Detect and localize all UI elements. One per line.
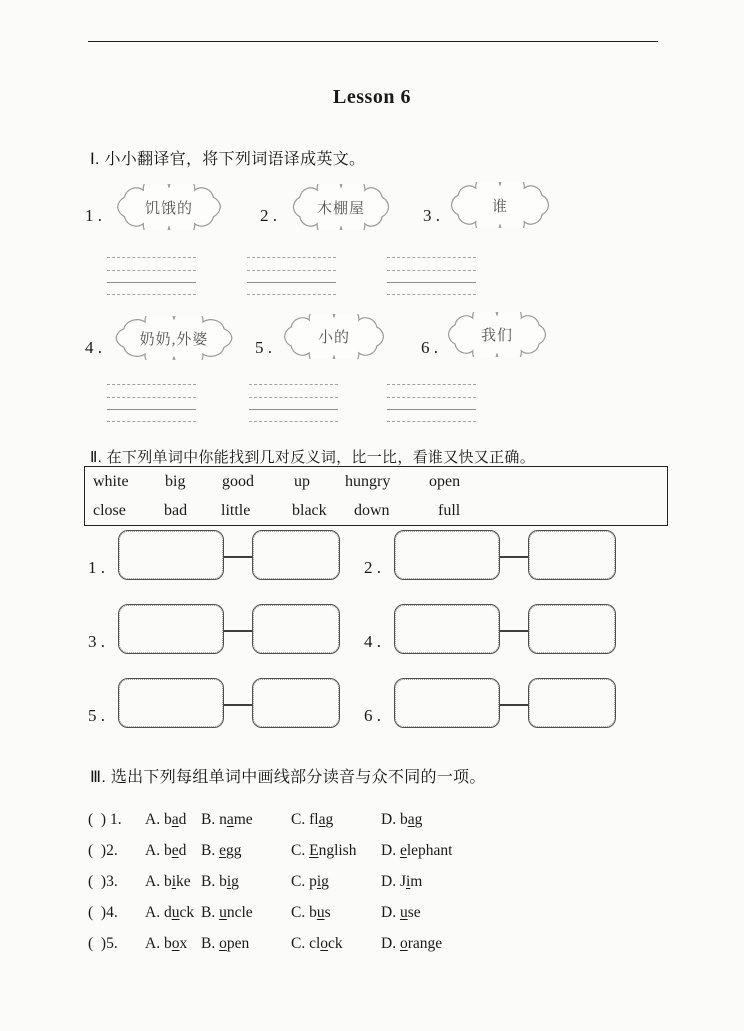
option-b: B. open <box>201 935 250 952</box>
bank-word: bad <box>164 502 188 519</box>
bank-word: good <box>222 473 254 490</box>
writing-lines <box>387 257 476 295</box>
option-a: A. bad <box>145 811 187 828</box>
writing-lines <box>107 257 196 295</box>
cloud-bubble <box>112 316 236 360</box>
cloud-bubble <box>281 314 387 359</box>
option-a: A. box <box>145 935 188 952</box>
pair-row <box>88 604 616 654</box>
top-rule <box>88 41 658 42</box>
bank-word: little <box>221 502 251 519</box>
question-row-3 <box>88 873 422 891</box>
answer-parentheses: ( ) 1. <box>88 811 126 828</box>
bank-word: open <box>429 473 461 490</box>
cloud-word: 奶奶,外婆 <box>139 331 209 348</box>
pair-number: 6 . <box>364 706 381 725</box>
answer-box <box>252 678 340 728</box>
answer-box <box>528 530 616 580</box>
bank-word: up <box>294 473 310 490</box>
word-bank-box <box>84 466 668 526</box>
option-b: B. uncle <box>201 904 253 921</box>
cloud-bubble <box>290 184 392 230</box>
bank-word: full <box>438 502 461 519</box>
cloud-bubble <box>448 182 552 228</box>
option-d: D. bag <box>381 811 423 828</box>
connector-line <box>224 704 252 706</box>
option-d: D. Jim <box>381 873 423 890</box>
answer-parentheses: ( )2. <box>88 842 122 859</box>
answer-box <box>252 604 340 654</box>
cloud-word: 木棚屋 <box>316 200 365 217</box>
question-row-1 <box>88 811 422 829</box>
writing-lines <box>247 257 336 295</box>
answer-box <box>118 530 224 580</box>
answer-parentheses: ( )5. <box>88 935 122 952</box>
section3-heading: Ⅲ. 选出下列每组单词中画线部分读音与众不同的一项。 <box>90 769 486 786</box>
writing-lines <box>387 384 476 422</box>
answer-parentheses: ( )3. <box>88 873 122 890</box>
word-bank-row-2 <box>93 502 653 520</box>
pair-number: 3 . <box>88 632 105 651</box>
option-c: C. English <box>291 842 357 859</box>
antonym-pair-6 <box>364 678 616 728</box>
bank-word: close <box>93 502 126 519</box>
bank-word: big <box>165 473 186 490</box>
cloud-word: 我们 <box>480 328 513 344</box>
antonym-pair-5 <box>88 678 340 728</box>
question-row-4 <box>88 904 421 922</box>
option-b: B. big <box>201 873 239 890</box>
antonym-pair-4 <box>364 604 616 654</box>
bank-word: down <box>354 502 390 519</box>
antonym-pair-1 <box>88 530 340 580</box>
connector-line <box>500 556 528 558</box>
option-c: C. clock <box>291 935 343 952</box>
page-title: Lesson 6 <box>333 86 411 108</box>
section1-heading: Ⅰ. 小小翻译官，将下列词语译成英文。 <box>90 151 366 168</box>
pair-number: 2 . <box>364 558 381 577</box>
option-b: B. name <box>201 811 253 828</box>
question-row-5 <box>88 935 442 953</box>
option-d: D. use <box>381 904 421 921</box>
question-row-2 <box>88 842 452 860</box>
option-d: D. elephant <box>381 842 453 859</box>
answer-box <box>394 678 500 728</box>
item-number: 4 . <box>85 338 102 357</box>
pair-number: 1 . <box>88 558 105 577</box>
item-number: 1 . <box>85 206 102 225</box>
writing-lines <box>107 384 196 422</box>
answer-box <box>528 604 616 654</box>
cloud-word: 谁 <box>491 198 508 215</box>
connector-line <box>224 630 252 632</box>
connector-line <box>500 704 528 706</box>
item-number: 5 . <box>255 338 272 357</box>
bank-word: hungry <box>345 473 391 490</box>
answer-box <box>394 530 500 580</box>
option-c: C. bus <box>291 904 331 921</box>
answer-box <box>394 604 500 654</box>
antonym-pair-2 <box>364 530 616 580</box>
option-a: A. duck <box>145 904 195 921</box>
bank-word: white <box>93 473 129 490</box>
cloud-bubble <box>445 312 549 357</box>
option-c: C. pig <box>291 873 329 890</box>
item-number: 6 . <box>421 338 438 357</box>
option-a: A. bike <box>145 873 191 890</box>
antonym-pair-3 <box>88 604 340 654</box>
pair-number: 5 . <box>88 706 105 725</box>
bank-word: black <box>292 502 327 519</box>
answer-box <box>118 678 224 728</box>
pair-number: 4 . <box>364 632 381 651</box>
option-c: C. flag <box>291 811 334 828</box>
pair-row <box>88 678 616 728</box>
option-a: A. bed <box>145 842 187 859</box>
cloud-word: 饥饿的 <box>144 200 193 217</box>
item-number: 2 . <box>260 206 277 225</box>
item-number: 3 . <box>423 206 440 225</box>
answer-box <box>528 678 616 728</box>
pair-row <box>88 530 616 580</box>
cloud-bubble <box>114 184 224 230</box>
section2-heading: Ⅱ. 在下列单词中你能找到几对反义词，比一比，看谁又快又正确。 <box>90 449 536 466</box>
cloud-word: 小的 <box>317 330 350 346</box>
word-bank-row-1 <box>93 473 653 491</box>
answer-box <box>118 604 224 654</box>
option-d: D. orange <box>381 935 443 952</box>
writing-lines <box>249 384 338 422</box>
answer-parentheses: ( )4. <box>88 904 122 921</box>
connector-line <box>500 630 528 632</box>
answer-box <box>252 530 340 580</box>
connector-line <box>224 556 252 558</box>
option-b: B. egg <box>201 842 242 859</box>
